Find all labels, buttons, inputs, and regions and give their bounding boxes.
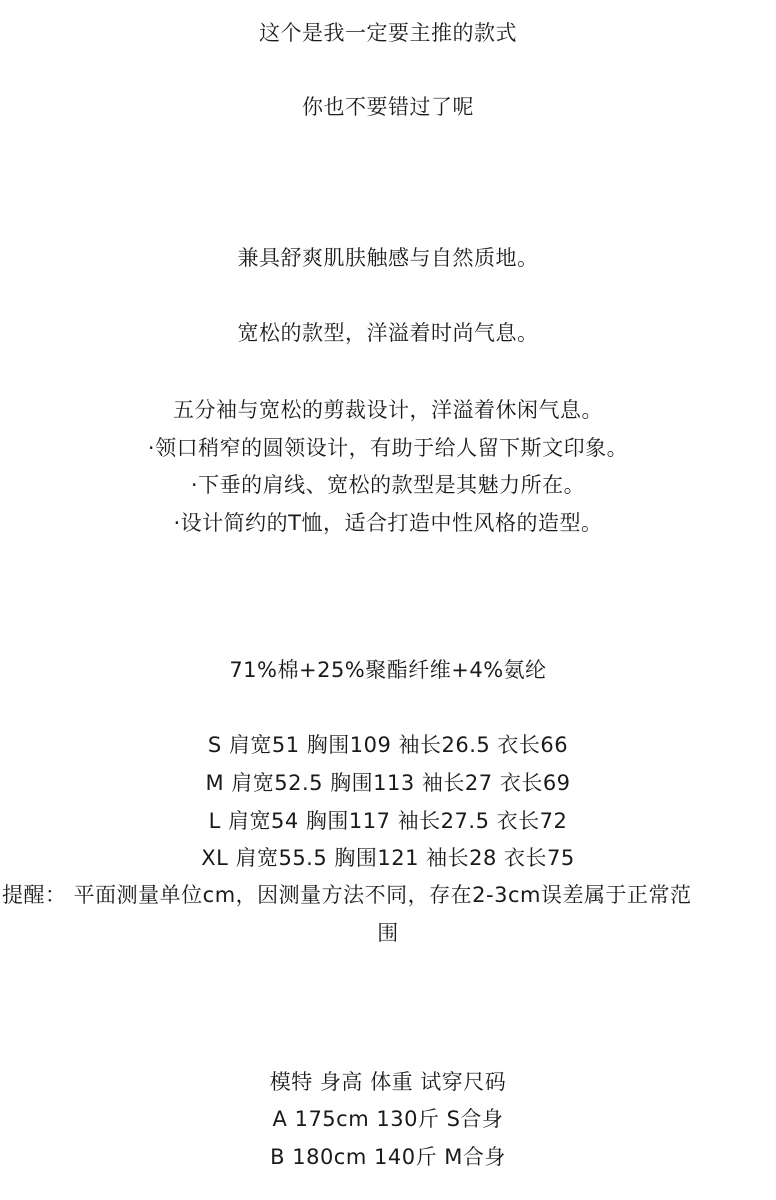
size-row-l: L 肩宽54 胸围117 袖长27.5 衣长72 (208, 809, 568, 833)
detail-line-4: ·设计简约的T恤，适合打造中性风格的造型。 (173, 511, 603, 535)
model-row-b: B 180cm 140斤 M合身 (270, 1145, 506, 1169)
size-row-xl: XL 肩宽55.5 胸围121 袖长28 衣长75 (201, 846, 575, 870)
feature-line-2: 宽松的款型，洋溢着时尚气息。 (237, 321, 539, 345)
intro-line-1: 这个是我一定要主推的款式 (259, 21, 517, 45)
measurement-note-line-1: 提醒： 平面测量单位cm，因测量方法不同，存在2-3cm误差属于正常范 (2, 883, 692, 907)
material-composition: 71%棉+25%聚酯纤维+4%氨纶 (229, 658, 547, 682)
size-row-m: M 肩宽52.5 胸围113 袖长27 衣长69 (205, 771, 571, 795)
feature-line-1: 兼具舒爽肌肤触感与自然质地。 (237, 246, 539, 270)
detail-line-3: ·下垂的肩线、宽松的款型是其魅力所在。 (190, 473, 586, 497)
size-row-s: S 肩宽51 胸围109 袖长26.5 衣长66 (207, 733, 569, 757)
detail-line-1: 五分袖与宽松的剪裁设计，洋溢着休闲气息。 (173, 398, 603, 422)
intro-line-2: 你也不要错过了呢 (302, 95, 474, 119)
measurement-note-line-2: 围 (377, 921, 399, 945)
detail-line-2: ·领口稍窄的圆领设计，有助于给人留下斯文印象。 (147, 436, 629, 460)
measurement-note (0, 880, 776, 948)
model-row-a: A 175cm 130斤 S合身 (272, 1107, 504, 1131)
model-header: 模特 身高 体重 试穿尺码 (269, 1070, 507, 1094)
